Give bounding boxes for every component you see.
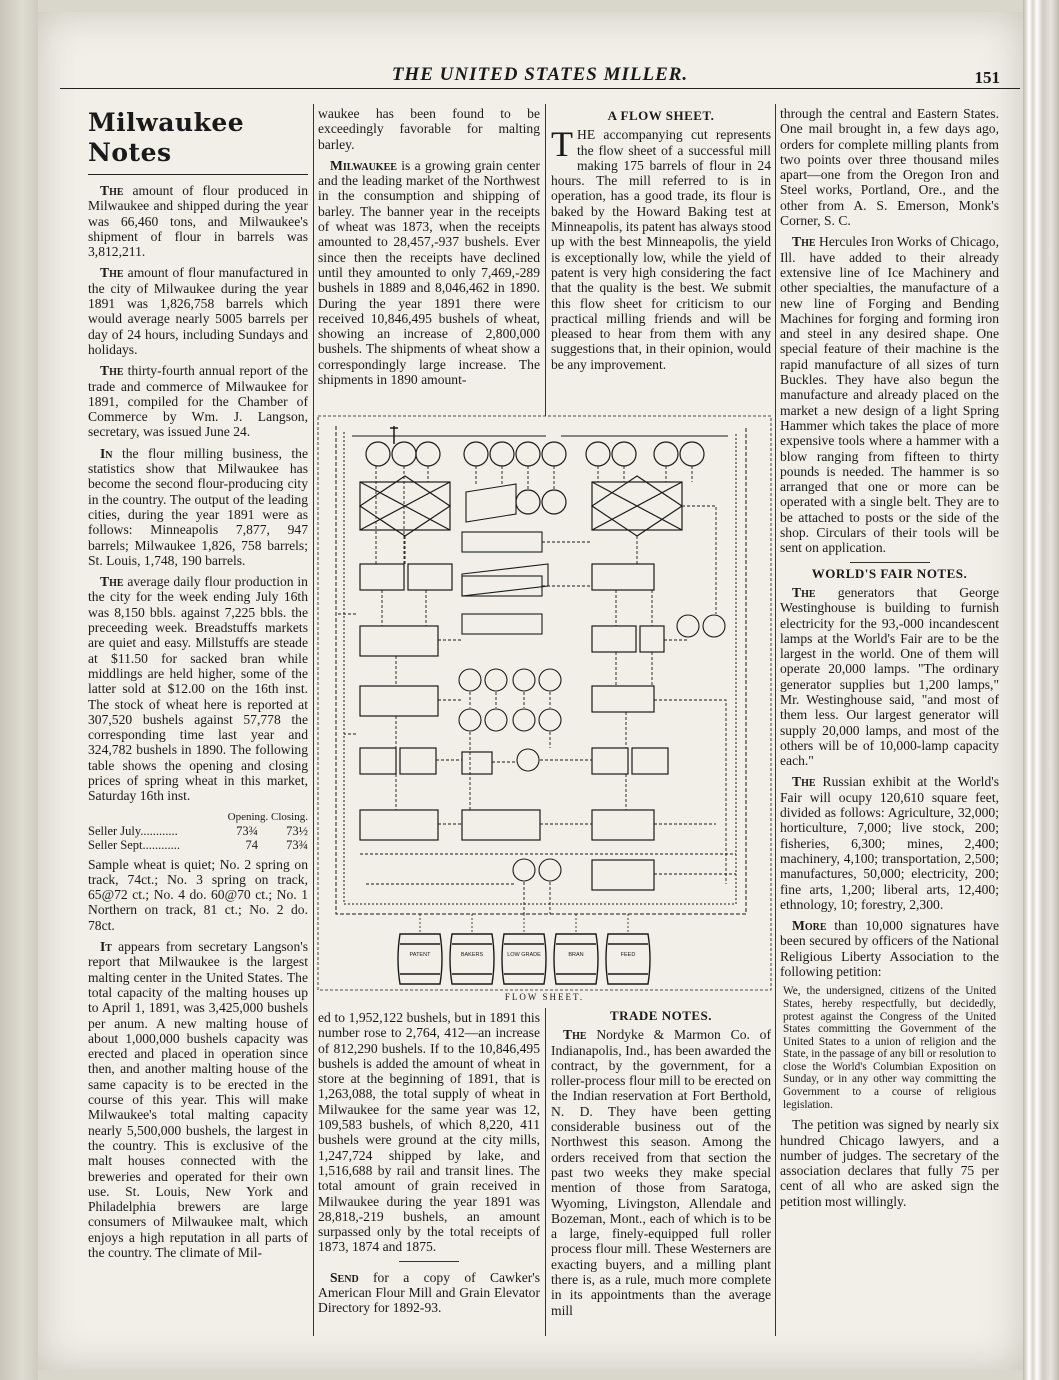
flow-sheet-diagram	[316, 414, 773, 992]
journal-title: THE UNITED STATES MILLER.	[391, 64, 689, 85]
article-paragraph: The petition was signed by nearly six hundred Chicago lawyers, and a number of judges. The secretary of the association declares that fully 75 per cent of all who are asked sign the petition most willingly.	[780, 1117, 999, 1209]
divider-rule	[399, 1261, 459, 1262]
article-paragraph: More than 10,000 signatures have been secured by officers of the National Religious Liberty Association to the following petition:	[780, 918, 999, 980]
roller-mill	[360, 564, 668, 890]
article-paragraph: It appears from secretary Langson's report that Milwaukee is the largest malting center in the United States. The total capacity of the malting houses up to April 1, 1891, was 3,425,000 bushels per anum. A new malting house of about 1,000,000 bushels capacity was erected and placed in operation since then, and another malting house of the same capacity is to be erected in the course of this year. This will make Milwaukee's total malting capacity nearly 5,500,000 bushels, the largest in the country. This is exclusive of the malt houses connected with the breweries and operated for their own use. St. Louis, New York and Philadelphia brewers are large consumers of Milwaukee malt, which enjoys a high reputation in all parts of the country. The climate of Mil-	[88, 939, 308, 1260]
page-number: 151	[974, 68, 1000, 87]
article-paragraph: The amount of flour produced in Milwaukee and shipped during the year was 66,460 tons, and Milwaukee's shipment of flour in barrels was 3,812,211.	[88, 183, 308, 260]
page-edge	[1023, 0, 1059, 1380]
price-table	[88, 810, 308, 852]
barrel-label: BAKERS	[460, 952, 484, 958]
barrel-label: FEED	[620, 952, 636, 958]
article-paragraph: ed to 1,952,122 bushels, but in 1891 this number rose to 2,764, 412—an increase of 812,290 bushels. If to the 10,846,495 bushels is added the amount of wheat in store at the beginning of 1891, that is 1,263,088, the total supply of wheat in Milwaukee for the same year was 12, 109,583 bushels, of which 8,220, 411 bushels were ground at the city mills, 1,247,724 shipped by lake, and 1,516,688 by rail and transit lines. The total amount of grain received in Milwaukee during the year 1891 was 28,818,-219 bushels, an amount surpassed only by the total receipts of 1873, 1874 and 1875.	[318, 1010, 540, 1255]
article-paragraph: Milwaukee is a growing grain center and the leading market of the Northwest in the consumption and shipping of barley. The banner year in the receipts of wheat was 1873, when the receipts amounted to 28,457,-937 bushels. Ever since then the receipts have declined until they amounted to only 7,469,-289 bushels in 1889 and 8,046,462 in 1890. During the year 1891 there were received 10,846,495 bushels of wheat, showing an increase of 2,800,000 bushels. The shipments of wheat show a correspondingly large increase. The shipments in 1890 amount-	[318, 157, 540, 388]
article-paragraph: The Hercules Iron Works of Chicago, Ill. have added to their already extensive line of Ice Machinery and other specialties, the manufacture of a new line of Forging and Bending Machines for forging and forming iron and steel in any desired shape. One special feature of their machine is the rapid manufacture of all sizes of turn Buckles. They have also begun the manufacture and already placed on the market a new design of a light Spring Hammer which takes the place of more expensive tools where a hammer with a blow ranging from fifteen to thirty pounds is needed. The hammer is so arranged that one or more can be operated with a single belt. They are to be attached to posts or the side of the shop. Circulars of their tools will be sent on application.	[780, 234, 1000, 556]
flow-sheet-figure	[316, 414, 773, 1006]
page-gutter	[0, 0, 38, 1380]
column-1	[88, 106, 308, 1266]
section-heading: TRADE NOTES.	[609, 1008, 713, 1023]
masthead-rule	[88, 174, 308, 175]
column-4	[780, 106, 999, 1215]
barrel-label: LOW GRADE	[507, 952, 541, 958]
column-2-bottom	[318, 1010, 540, 1322]
article-paragraph: The Nordyke & Marmon Co. of Indianapolis, Ind., has been awarded the contract, by the government, for a roller-process flour mill to be erected on the Indian reservation at Fort Berthold, N. D. They have been getting considerable business out of the Northwest this season. Among the orders received from that section the past two weeks they make special mention of those from Saratoga, Wyoming, Livingston, Allendale and Bozeman, Mont., each of which is to be a large, finely-equipped full roller process flour mill. These Westerners are exacting buyers, and a milling plant there is, as a rule, much more complete in its appointments than the average mill	[551, 1027, 771, 1318]
column-3-bottom	[551, 1006, 771, 1324]
section-heading: A FLOW SHEET.	[607, 108, 715, 123]
column-rule	[545, 1008, 546, 1336]
drop-cap: T	[551, 124, 573, 165]
ornament-rule	[850, 562, 930, 563]
column-rule	[545, 104, 546, 416]
flour-barrels	[398, 914, 650, 984]
price-table-row: Seller July............ 73¾ 73½	[88, 823, 308, 838]
column-3-top	[551, 106, 771, 378]
article-paragraph: through the central and Eastern States. One mail brought in, a few days ago, orders for complete milling plants from two points over three thousand miles apart—one from the Oregon Iron and Steel works, Portland, Ore., and the other from A. S. Emerson, Monk's Corner, S. C.	[780, 106, 999, 229]
purifier	[462, 484, 548, 634]
reel-group	[366, 442, 704, 514]
article-paragraph: The average daily flour production in the city for the week ending July 16th was 8,150 bbls. against 7,225 bbls. the preceeding week. Breadstuffs markets are quiet and easy. Millstuffs are steade at $11.50 for sacked bran while middlings are held higher, some of the latter sold at $12.00 on the 16th inst. The stock of wheat here is reported at 307,520 bushels against 57,778 the corresponding time last year and 324,782 bushels in 1890. The following table shows the opening and closing prices of spring wheat in this market, Saturday 16th inst.	[88, 574, 308, 804]
column-rule	[313, 104, 314, 1336]
article-paragraph: Sample wheat is quiet; No. 2 spring on track, 74ct.; No. 3 spring on track, 65@72 ct.; No. 4 do. 60@70 ct.; No. 1 Northern on track, 81 ct.; No. 2 do. 78ct.	[88, 856, 308, 933]
article-paragraph: The thirty-fourth annual report of the trade and commerce of Milwaukee for 1891, compiled for the Chamber of Commerce by Wm. J. Langson, secretary, was issued June 24.	[88, 363, 308, 440]
barrel-label: BRAN	[568, 952, 584, 958]
section-heading: WORLD'S FAIR NOTES.	[811, 565, 968, 581]
column-rule	[775, 104, 776, 1336]
column-2-top	[318, 106, 540, 393]
article-paragraph: Send for a copy of Cawker's American Flour Mill and Grain Elevator Directory for 1892-93.	[318, 1269, 540, 1316]
article-paragraph: The Russian exhibit at the World's Fair will ocupy 120,610 square feet, divided as follows: Agriculture, 32,000; horticulture, 7,000; live stock, 200; fisheries, 6,300; mines, 2,400; machinery, 4,100; transportation, 2,500; manufactures, 50,000; electricity, 200; fine arts, 1,200; liberal arts, 12,400; ethnology, 10; forestry, 2,300.	[780, 774, 999, 912]
running-header	[60, 62, 1020, 89]
price-table-header: Opening. Closing.	[227, 810, 308, 823]
article-paragraph: In the flour milling business, the statistics show that Milwaukee has become the second flour-producing city in the country. The output of the leading cities, during the year 1891 were as follows: Minneapolis 7,877, 947 barrels; Milwaukee 1,826, 758 barrels; St. Louis, 1,748, 190 barrels.	[88, 445, 308, 568]
article-paragraph: The amount of flour manufactured in the city of Milwaukee during the year 1891 was 1,826,758 barrels which would average nearly 5005 barrels per day of 24 hours, including Sundays and holidays.	[88, 265, 308, 357]
figure-caption: FLOW SHEET.	[504, 992, 585, 1002]
article-paragraph: waukee has been found to be exceedingly favorable for malting barley.	[318, 106, 540, 152]
sifter-box	[360, 476, 682, 536]
section-masthead: Milwaukee Notes	[88, 108, 245, 167]
article-paragraph: THE accompanying cut represents the flow sheet of a successful mill making 175 barrels of flour in 24 hours. The mill referred to is in operation, has a good trade, its flour is baked by the Howard Baking test at Minneapolis, its patent has always stood up with the best Minneapolis, the yield is exceptionally low, while the yield of patent is very high considering the fact that the quality is the best. We submit this flow sheet for criticism to our practical milling friends and will be pleased to hear from them with any suggestions that, in their opinion, would be any improvement.	[551, 124, 771, 372]
price-table-row: Seller Sept............ 74 73¾	[88, 837, 308, 852]
article-paragraph: The generators that George Westinghouse is building to furnish electricity for the 93,-000 incandescent lamps at the World's Fair are to be the largest in the world. One of them will operate 20,000 lamps. "The ordinary generator supplies but 1,200 lamps," Mr. Westinghouse said, "and most of them less. Our largest generator will supply 20,000 lamps, and most of the others will be of 10,000-lamp capacity each."	[780, 584, 999, 769]
flow-lines	[336, 466, 736, 914]
petition-text: We, the undersigned, citizens of the United States, hereby respectfully, but decidedly, protest against the Congress of the United States committing the Government of the United States to a union of religion and the State, in the passage of any bill or resolution to close the World's Columbian Exposition on Sunday, or in any other way committing the Government to a course of religious legislation.	[783, 985, 996, 1111]
barrel-label: PATENT	[409, 952, 431, 958]
